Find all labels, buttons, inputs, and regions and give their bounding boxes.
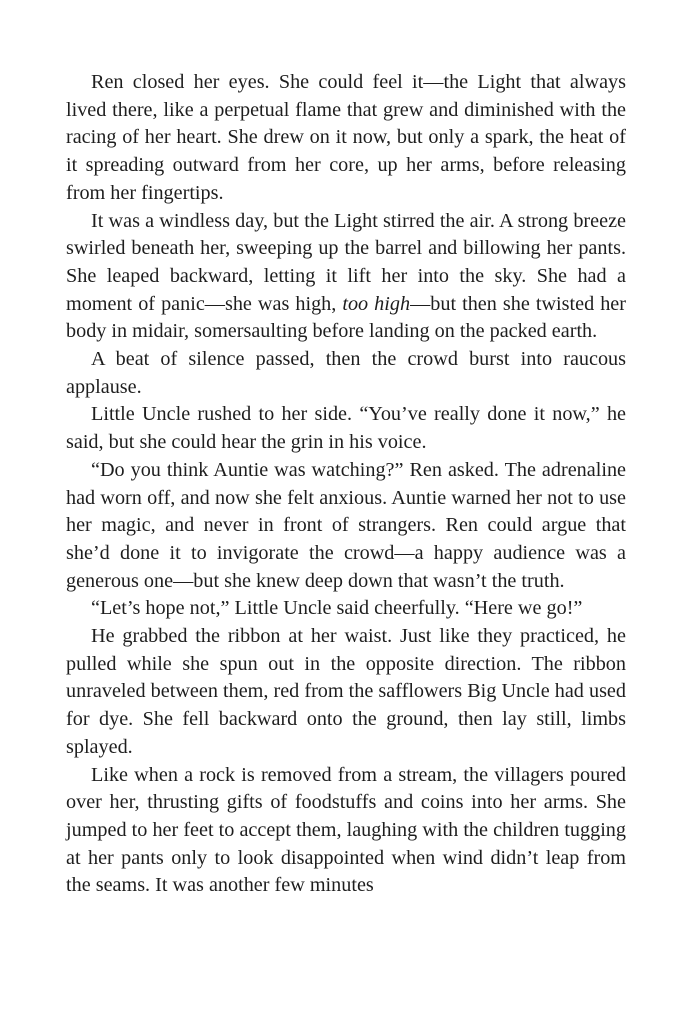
paragraph-text: He grabbed the ribbon at her waist. Just like they practiced, he pulled while she spun out in the opposite direction. The ribbon unraveled between them, red from the safflowers Big Uncle had used for dye. She fell backward onto the ground, then lay still, limbs splayed.: [66, 625, 626, 758]
paragraph-text: Little Uncle rushed to her side. “You’ve really done it now,” he said, but she could hear the grin in his voice.: [66, 403, 626, 454]
paragraph-8: [66, 762, 626, 901]
paragraph-6: [66, 595, 626, 623]
paragraph-text: It was a windless day, but the Light stirred the air. A strong breeze swirled beneath her, sweeping up the barrel and billowing her pants. She leaped backward, letting it lift her into the sky. She had a moment of panic—she was high,: [66, 209, 626, 315]
paragraph-5: [66, 457, 626, 596]
paragraph-3: [66, 346, 626, 401]
paragraph-text: —but then she twisted her body in midair, somersaulting before landing on the packed earth.: [66, 292, 626, 343]
paragraph-4: [66, 401, 626, 456]
paragraph-1: [66, 69, 626, 208]
paragraph-2: [66, 208, 626, 347]
book-page: [66, 69, 626, 900]
paragraph-text: A beat of silence passed, then the crowd burst into raucous applause.: [66, 348, 626, 398]
paragraph-text: Like when a rock is removed from a stream, the villagers poured over her, thrusting gifts of foodstuffs and coins into her arms. She jumped to her feet to accept them, laughing with the children tugging at her pants only to look disappointed when wind didn’t leap from the seams. It was another few minutes: [66, 763, 626, 897]
paragraph-text: “Let’s hope not,” Little Uncle said cheerfully. “Here we go!”: [91, 597, 583, 620]
paragraph-text: Ren closed her eyes. She could feel it—the Light that always lived there, like a perpetual flame that grew and diminished with the racing of her heart. She drew on it now, but only a spark, the heat of it spreading outward from her core, up her arms, before releasing from her fingertips.: [66, 71, 626, 204]
paragraph-text: “Do you think Auntie was watching?” Ren asked. The adrenaline had worn off, and now she felt anxious. Auntie warned her not to use her magic, and never in front of strangers. Ren could argue that she’d done it to invigorate the crowd—a happy audience was a generous one—but she knew deep down that wasn’t the truth.: [66, 458, 626, 592]
paragraph-7: [66, 623, 626, 762]
emphasis-text: too high: [342, 292, 411, 315]
